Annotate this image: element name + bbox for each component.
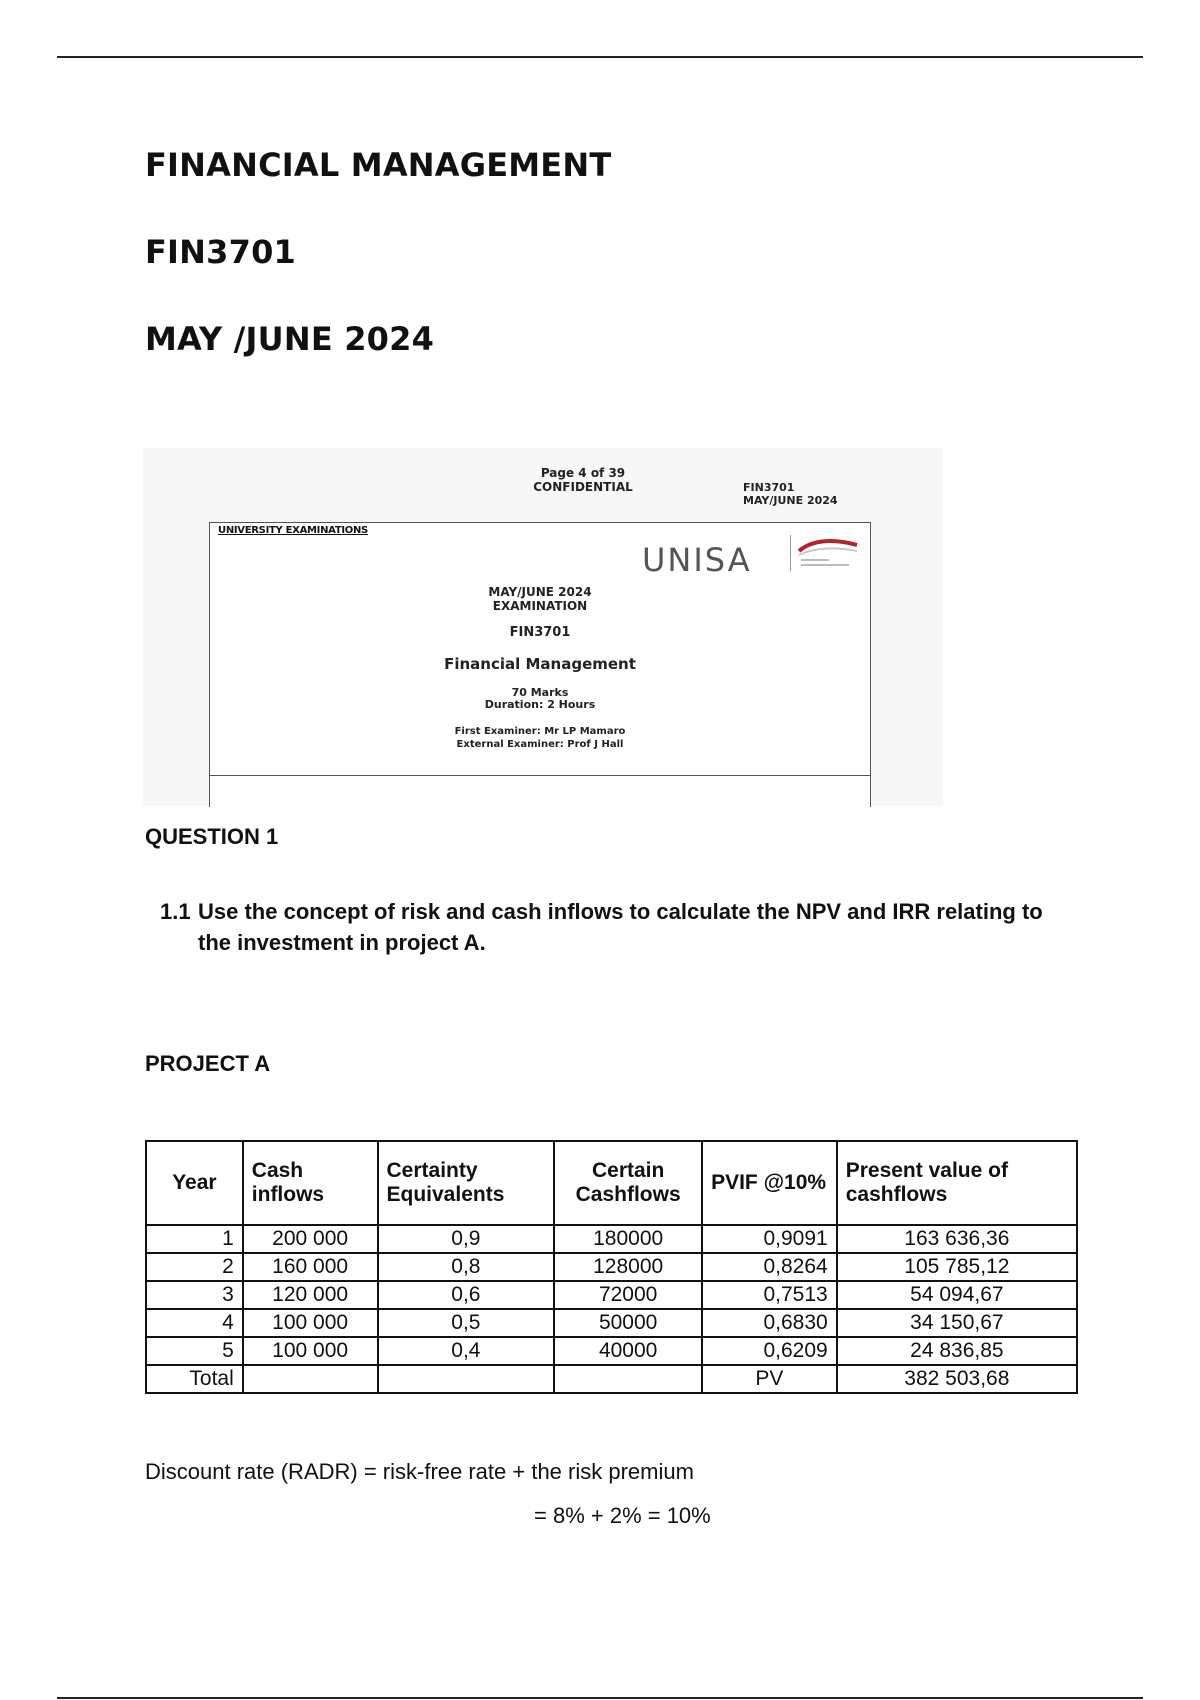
cell-present-value: 34 150,67: [837, 1309, 1077, 1337]
cell-certainty-equivalent: 0,4: [378, 1337, 555, 1365]
header-cash-inflows: Cash inflows: [243, 1141, 378, 1225]
cell-cash-inflows: 100 000: [243, 1309, 378, 1337]
question-number: 1.1: [160, 899, 191, 924]
table-row: [146, 1337, 1077, 1365]
table-row: [146, 1309, 1077, 1337]
table-total-row: [146, 1365, 1077, 1393]
cell-year: 1: [146, 1225, 243, 1253]
course-code: FIN3701: [145, 233, 297, 271]
cell-certainty-equivalent: 0,8: [378, 1253, 555, 1281]
cell-pvif: 0,9091: [702, 1225, 837, 1253]
cell-certain-cashflow: 180000: [554, 1225, 702, 1253]
cover-card: [209, 522, 871, 807]
cell-pvif: 0,6209: [702, 1337, 837, 1365]
discount-rate-formula: Discount rate (RADR) = risk-free rate + the risk premium: [145, 1459, 694, 1484]
cell-cash-inflows: 160 000: [243, 1253, 378, 1281]
cell-present-value: 54 094,67: [837, 1281, 1077, 1309]
header-present-value: Present value of cashflows: [837, 1141, 1077, 1225]
cell-empty: [554, 1365, 702, 1393]
project-a-table: [145, 1140, 1078, 1394]
cell-certain-cashflow: 50000: [554, 1309, 702, 1337]
table-row: [146, 1281, 1077, 1309]
cell-pvif: 0,6830: [702, 1309, 837, 1337]
cover-page-info: Page 4 of 39 CONFIDENTIAL: [533, 466, 633, 494]
project-title: PROJECT A: [145, 1051, 271, 1076]
cell-certainty-equivalent: 0,9: [378, 1225, 555, 1253]
unisa-logo-icon: [790, 535, 861, 571]
header-pvif: PVIF @10%: [702, 1141, 837, 1225]
cell-present-value: 105 785,12: [837, 1253, 1077, 1281]
university-examinations-label: UNIVERSITY EXAMINATIONS: [218, 525, 368, 536]
unisa-logo-text: UNISA: [642, 541, 752, 579]
header-certainty-equivalents: Certainty Equivalents: [378, 1141, 555, 1225]
cell-certain-cashflow: 40000: [554, 1337, 702, 1365]
cover-marks-duration: 70 Marks Duration: 2 Hours: [484, 686, 596, 711]
cell-certainty-equivalent: 0,6: [378, 1281, 555, 1309]
cover-module-code: FIN3701: [509, 625, 571, 640]
cell-certainty-equivalent: 0,5: [378, 1309, 555, 1337]
document-title: FINANCIAL MANAGEMENT: [145, 146, 612, 184]
cover-module-name: Financial Management: [444, 655, 636, 673]
header-year: Year: [146, 1141, 243, 1225]
cell-certain-cashflow: 128000: [554, 1253, 702, 1281]
cell-cash-inflows: 100 000: [243, 1337, 378, 1365]
cell-present-value: 163 636,36: [837, 1225, 1077, 1253]
cell-total-label: Total: [146, 1365, 243, 1393]
cell-year: 5: [146, 1337, 243, 1365]
cell-present-value: 24 836,85: [837, 1337, 1077, 1365]
exam-session: MAY /JUNE 2024: [145, 320, 435, 358]
cell-year: 3: [146, 1281, 243, 1309]
cell-year: 4: [146, 1309, 243, 1337]
table-row: [146, 1253, 1077, 1281]
bottom-rule: [57, 1697, 1143, 1699]
cell-cash-inflows: 200 000: [243, 1225, 378, 1253]
cell-total-present-value: 382 503,68: [837, 1365, 1077, 1393]
cover-corner-label: FIN3701 MAY/JUNE 2024: [743, 481, 838, 507]
cell-certain-cashflow: 72000: [554, 1281, 702, 1309]
cover-examiners: First Examiner: Mr LP Mamaro External Examiner: Prof J Hall: [454, 726, 626, 750]
discount-rate-calculation: = 8% + 2% = 10%: [534, 1503, 711, 1528]
question-title: QUESTION 1: [145, 824, 279, 849]
cell-year: 2: [146, 1253, 243, 1281]
table-header-row: [146, 1141, 1077, 1225]
cell-pvif: 0,8264: [702, 1253, 837, 1281]
cover-divider: [210, 775, 870, 776]
question-body: Use the concept of risk and cash inflows to calculate the NPV and IRR relating to the investment in project A.: [198, 899, 1043, 955]
cell-cash-inflows: 120 000: [243, 1281, 378, 1309]
exam-cover-image: [143, 448, 943, 806]
cover-exam-session: MAY/JUNE 2024 EXAMINATION: [488, 585, 592, 613]
table-row: [146, 1225, 1077, 1253]
cell-pv-label: PV: [702, 1365, 837, 1393]
header-certain-cashflows: Certain Cashflows: [554, 1141, 702, 1225]
top-rule: [57, 56, 1143, 58]
cell-pvif: 0,7513: [702, 1281, 837, 1309]
cell-empty: [378, 1365, 555, 1393]
cell-empty: [243, 1365, 378, 1393]
question-text: [160, 896, 1060, 958]
